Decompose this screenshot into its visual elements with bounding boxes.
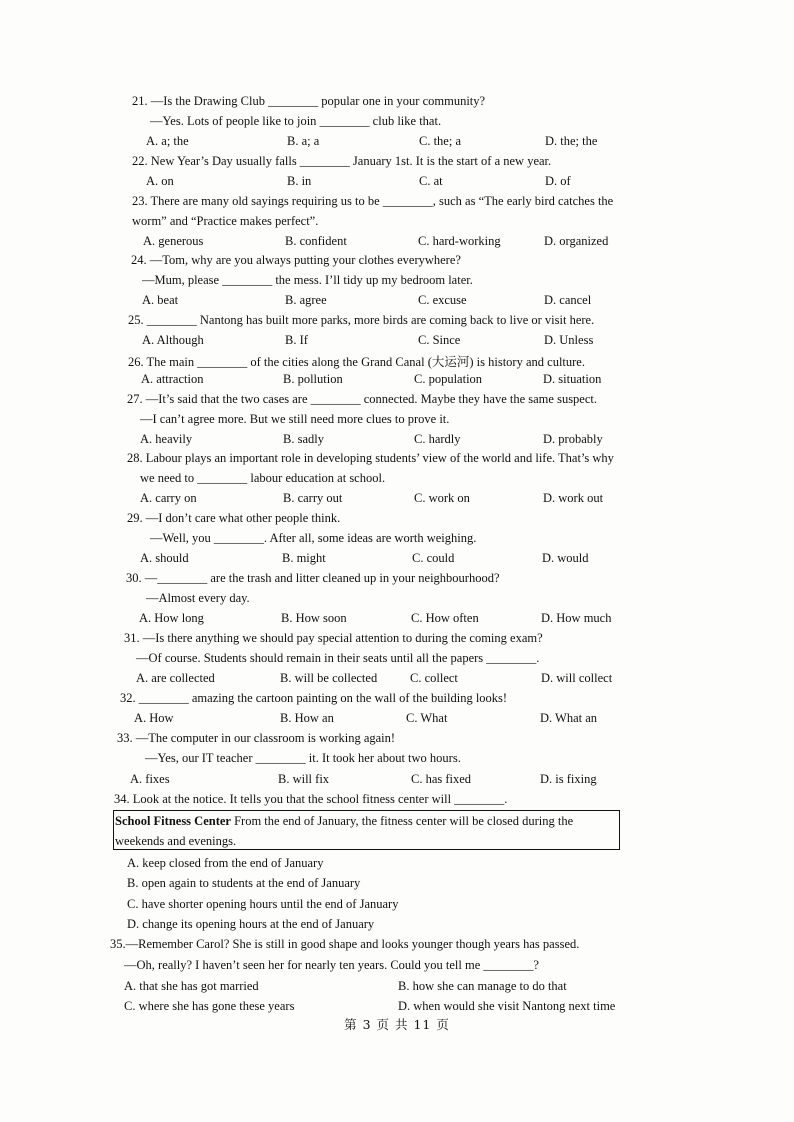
question-22: 22. New Year’s Day usually falls ________ January 1st. It is the start of a new year. bbox=[132, 154, 552, 168]
question-24: 24. —Tom, why are you always putting your clothes everywhere? bbox=[131, 253, 461, 267]
option-d: D. will collect bbox=[541, 671, 613, 685]
option-d: D. Unless bbox=[544, 333, 594, 347]
option-a: A. Although bbox=[142, 333, 204, 347]
question-29-line2: —Well, you ________. After all, some ideas are worth weighing. bbox=[150, 531, 477, 545]
notice-line1 bbox=[115, 814, 573, 829]
notice-text: From the end of January, the fitness center will be closed during the bbox=[234, 814, 574, 828]
option-d: D. organized bbox=[544, 234, 609, 248]
option-d: D. How much bbox=[541, 611, 612, 625]
option-a: A. should bbox=[140, 551, 189, 565]
option-c: C. Since bbox=[418, 333, 461, 347]
option-b: B. agree bbox=[285, 293, 327, 307]
page-footer: 第 3 页 共 11 页 bbox=[344, 1017, 450, 1032]
question-35-line2: —Oh, really? I haven’t seen her for nearly ten years. Could you tell me ________? bbox=[124, 958, 539, 972]
question-35: 35.—Remember Carol? She is still in good shape and looks younger though years has passed. bbox=[110, 937, 580, 951]
option-a: A. fixes bbox=[130, 772, 170, 786]
option-b: B. a; a bbox=[287, 134, 320, 148]
option-d: D. probably bbox=[543, 432, 603, 446]
option-b: B. carry out bbox=[283, 491, 343, 505]
option-a: A. How bbox=[134, 711, 174, 725]
option-d: D. cancel bbox=[544, 293, 592, 307]
option-c: C. the; a bbox=[419, 134, 462, 148]
option-d: D. the; the bbox=[545, 134, 598, 148]
option-b: B. open again to students at the end of January bbox=[127, 876, 361, 890]
option-b: B. confident bbox=[285, 234, 347, 248]
option-a: A. How long bbox=[139, 611, 204, 625]
option-b: B. How soon bbox=[281, 611, 347, 625]
option-a: A. on bbox=[146, 174, 174, 188]
option-a: A. beat bbox=[142, 293, 179, 307]
option-c: C. population bbox=[414, 372, 483, 386]
option-d: D. is fixing bbox=[540, 772, 597, 786]
question-29: 29. —I don’t care what other people think. bbox=[127, 511, 341, 525]
question-31-line2: —Of course. Students should remain in their seats until all the papers ________. bbox=[136, 651, 540, 665]
question-24-line2: —Mum, please ________ the mess. I’ll tidy up my bedroom later. bbox=[142, 273, 473, 287]
option-d: D. would bbox=[542, 551, 589, 565]
question-33-line2: —Yes, our IT teacher ________ it. It took her about two hours. bbox=[145, 751, 461, 765]
question-21: 21. —Is the Drawing Club ________ popular one in your community? bbox=[132, 94, 486, 108]
question-28: 28. Labour plays an important role in developing students’ view of the world and life. That’s why bbox=[127, 451, 614, 465]
option-a: A. attraction bbox=[141, 372, 204, 386]
option-b: B. in bbox=[287, 174, 312, 188]
notice-line2: weekends and evenings. bbox=[115, 834, 237, 848]
question-27: 27. —It’s said that the two cases are ________ connected. Maybe they have the same suspect. bbox=[127, 392, 598, 406]
option-c: C. How often bbox=[411, 611, 479, 625]
option-c: C. What bbox=[406, 711, 448, 725]
option-c: C. at bbox=[419, 174, 443, 188]
option-b: B. pollution bbox=[283, 372, 343, 386]
question-32: 32. ________ amazing the cartoon painting on the wall of the building looks! bbox=[120, 691, 508, 705]
option-a: A. generous bbox=[143, 234, 204, 248]
notice-title: School Fitness Center bbox=[115, 814, 231, 828]
question-34: 34. Look at the notice. It tells you that the school fitness center will ________. bbox=[114, 792, 508, 806]
question-30-line2: —Almost every day. bbox=[146, 591, 250, 605]
question-23-line2: worm” and “Practice makes perfect”. bbox=[132, 214, 319, 228]
option-c: C. where she has gone these years bbox=[124, 999, 295, 1013]
question-31: 31. —Is there anything we should pay special attention to during the coming exam? bbox=[124, 631, 543, 645]
question-25: 25. ________ Nantong has built more parks, more birds are coming back to live or visit here. bbox=[128, 313, 595, 327]
option-d: D. when would she visit Nantong next time bbox=[398, 999, 616, 1013]
option-a: A. are collected bbox=[136, 671, 215, 685]
option-b: B. will be collected bbox=[280, 671, 378, 685]
question-23: 23. There are many old sayings requiring us to be ________, such as “The early bird catches the bbox=[132, 194, 614, 208]
option-a: A. keep closed from the end of January bbox=[127, 856, 324, 870]
option-b: B. sadly bbox=[283, 432, 324, 446]
option-c: C. have shorter opening hours until the end of January bbox=[127, 897, 399, 911]
option-a: A. heavily bbox=[140, 432, 193, 446]
option-c: C. hard-working bbox=[418, 234, 501, 248]
option-a: A. a; the bbox=[146, 134, 189, 148]
option-c: C. has fixed bbox=[411, 772, 472, 786]
option-b: B. might bbox=[282, 551, 326, 565]
option-b: B. How an bbox=[280, 711, 334, 725]
question-27-line2: —I can’t agree more. But we still need more clues to prove it. bbox=[140, 412, 450, 426]
option-c: C. excuse bbox=[418, 293, 467, 307]
option-d: D. work out bbox=[543, 491, 604, 505]
question-21-line2: —Yes. Lots of people like to join ________ club like that. bbox=[150, 114, 442, 128]
option-a: A. carry on bbox=[140, 491, 197, 505]
question-33: 33. —The computer in our classroom is working again! bbox=[117, 731, 396, 745]
option-b: B. will fix bbox=[278, 772, 330, 786]
option-d: D. situation bbox=[543, 372, 602, 386]
option-a: A. that she has got married bbox=[124, 979, 259, 993]
option-c: C. work on bbox=[414, 491, 470, 505]
option-b: B. If bbox=[285, 333, 308, 347]
option-c: C. collect bbox=[410, 671, 458, 685]
option-c: C. could bbox=[412, 551, 455, 565]
option-d: D. of bbox=[545, 174, 571, 188]
option-d: D. change its opening hours at the end of January bbox=[127, 917, 375, 931]
option-c: C. hardly bbox=[414, 432, 461, 446]
option-b: B. how she can manage to do that bbox=[398, 979, 567, 993]
question-26: 26. The main ________ of the cities along the Grand Canal (大运河) is history and culture. bbox=[128, 355, 585, 369]
question-30: 30. —________ are the trash and litter cleaned up in your neighbourhood? bbox=[126, 571, 500, 585]
question-28-line2: we need to ________ labour education at school. bbox=[140, 471, 386, 485]
option-d: D. What an bbox=[540, 711, 598, 725]
